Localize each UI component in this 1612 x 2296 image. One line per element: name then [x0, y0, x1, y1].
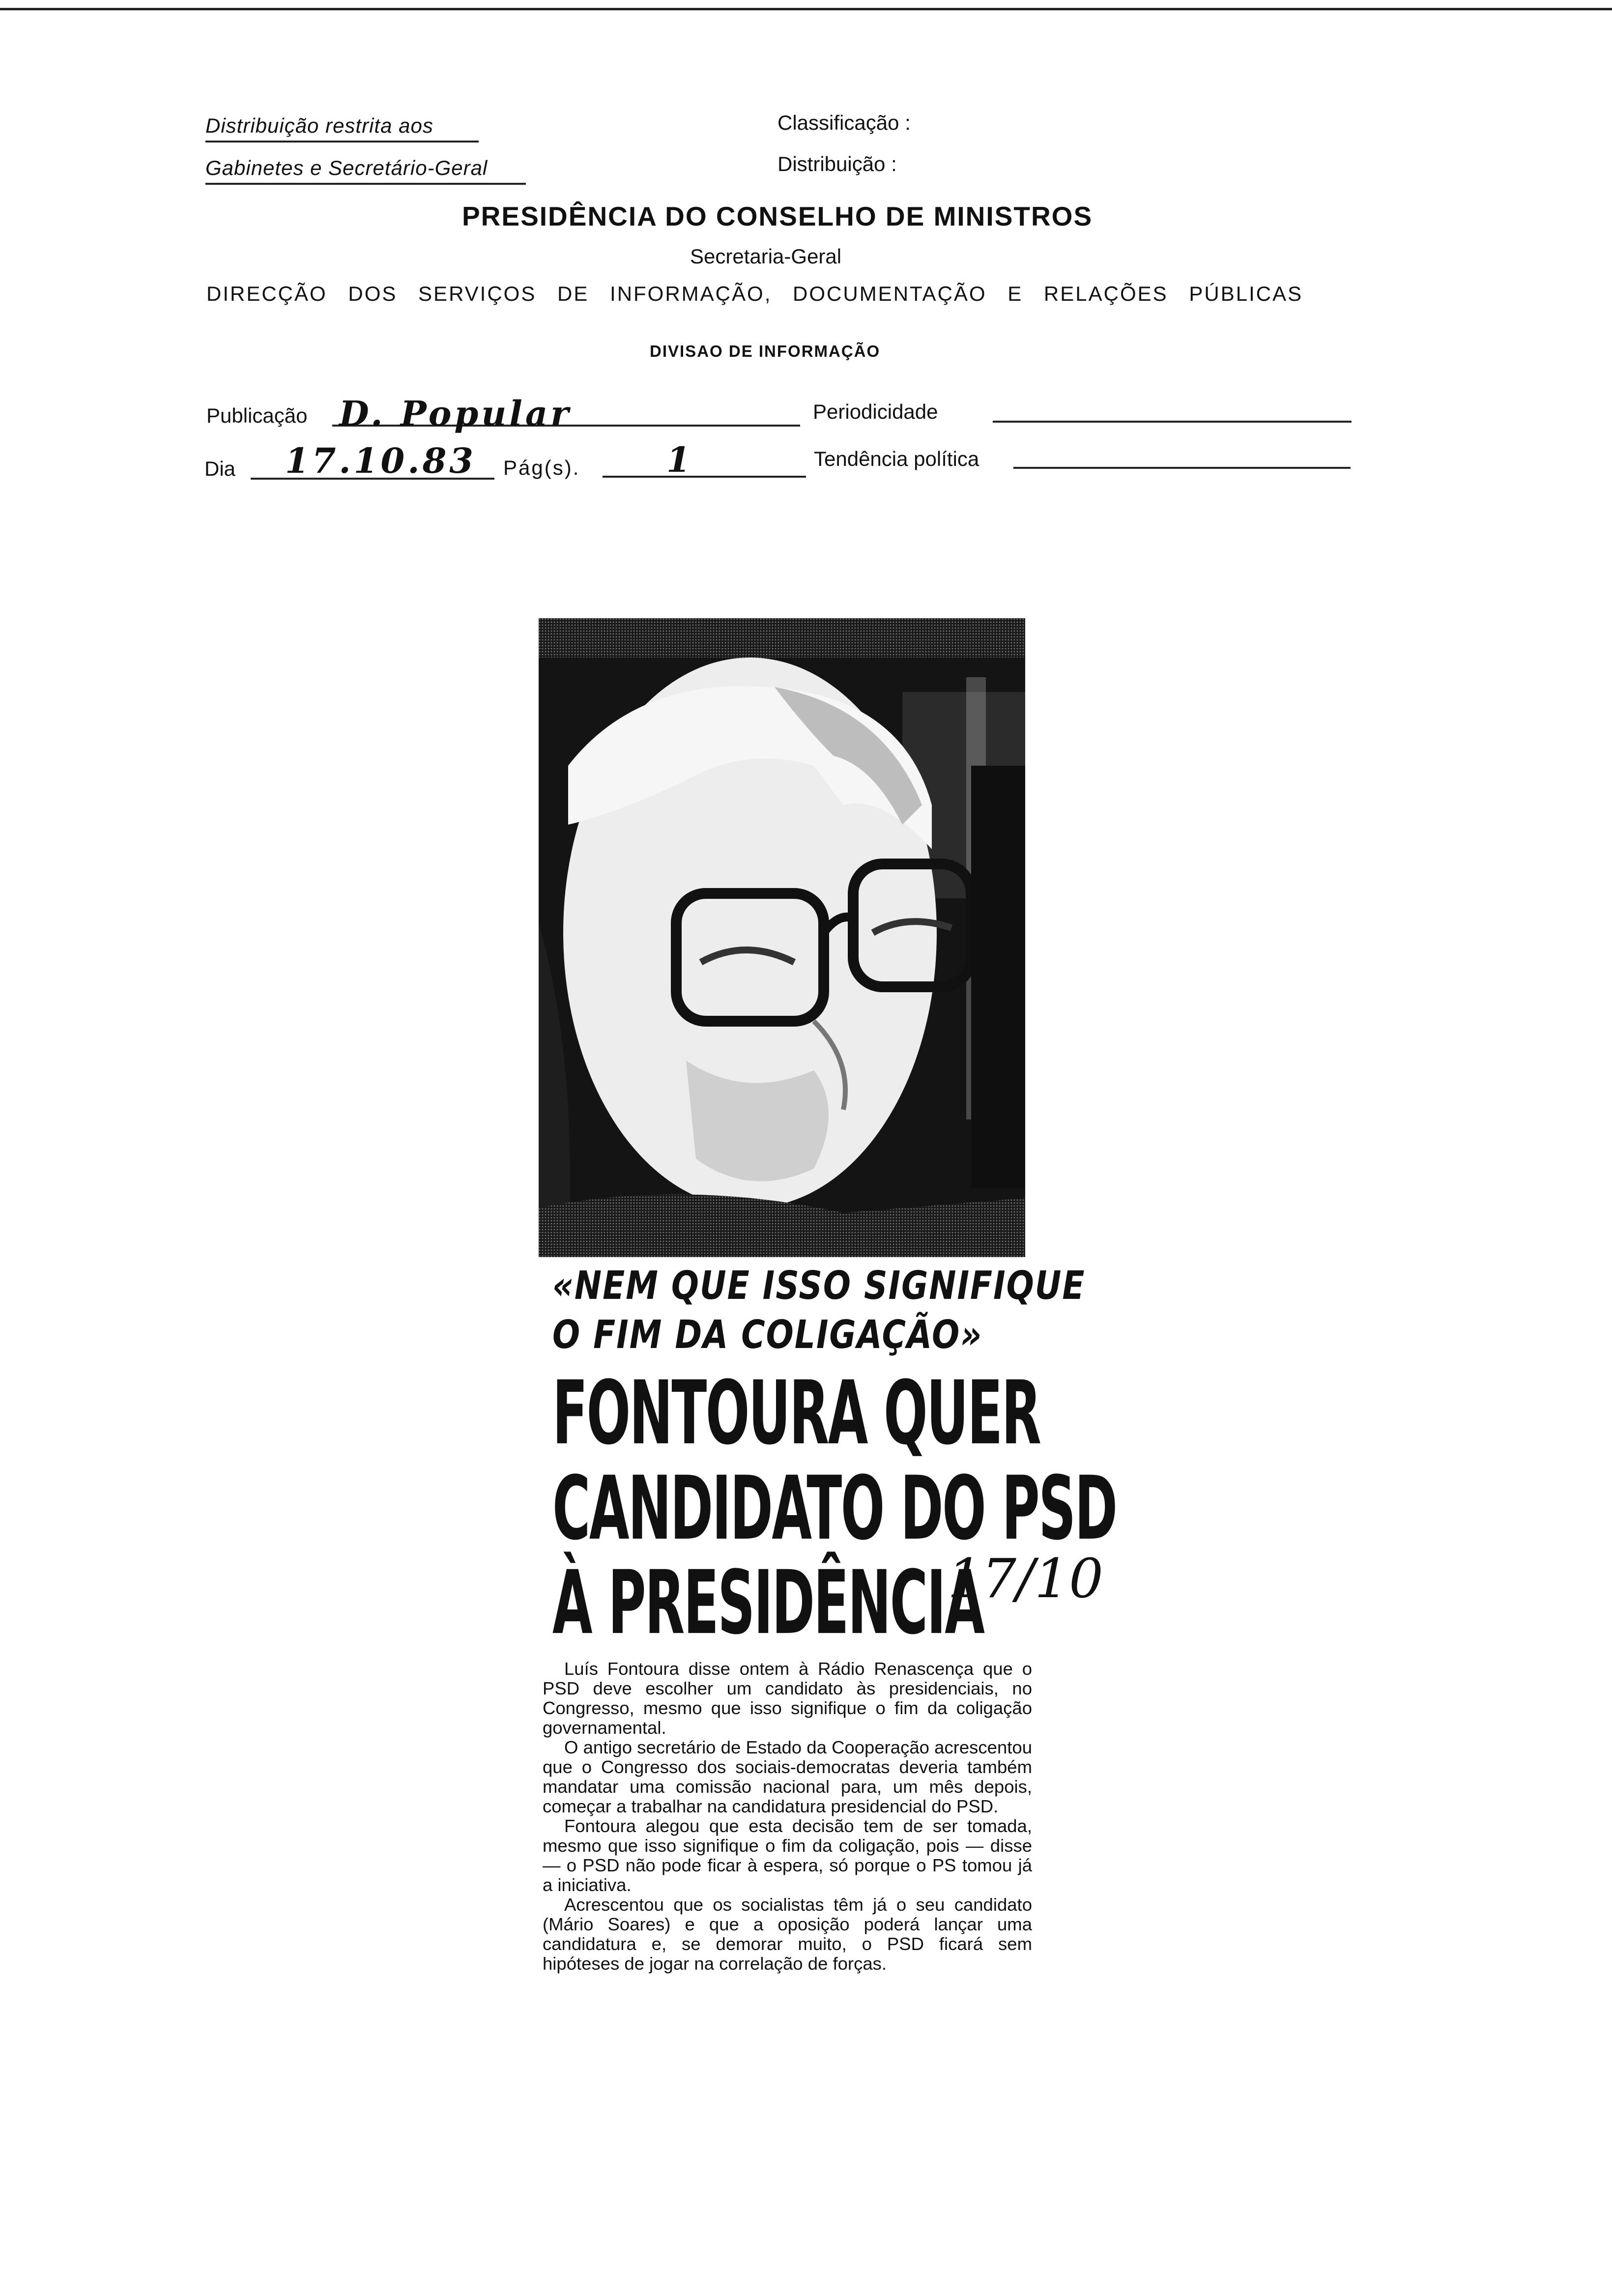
- pages-label: Pág(s).: [503, 456, 580, 479]
- headline-line3: À PRESIDÊNCIA: [552, 1552, 984, 1654]
- pages-handwritten-value: 1: [666, 439, 693, 480]
- political-tendency-field-line: [1013, 467, 1351, 469]
- directorate-heading: DIRECÇÃO DOS SERVIÇOS DE INFORMAÇÃO, DOCUMENTAÇÃO E RELAÇÕES PÚBLICAS: [206, 282, 1303, 305]
- distribution-restriction-line1: Distribuição restrita aos: [205, 114, 479, 143]
- publication-handwritten-value: D. Popular: [339, 393, 572, 434]
- article-body: [543, 1659, 1032, 1974]
- top-rule: [0, 8, 1612, 10]
- distribution-restriction-line2: Gabinetes e Secretário-Geral: [205, 156, 526, 185]
- headline-line1: FONTOURA QUER: [552, 1362, 1040, 1464]
- headline-kicker-line2: O FIM DA COLIGAÇÃO»: [552, 1312, 983, 1358]
- document-title: PRESIDÊNCIA DO CONSELHO DE MINISTROS: [462, 201, 1093, 231]
- headline-kicker-line1: «NEM QUE ISSO SIGNIFIQUE: [552, 1263, 1086, 1309]
- headline-line2: CANDIDATO DO PSD: [552, 1458, 1117, 1560]
- division-heading: DIVISAO DE INFORMAÇÃO: [650, 342, 881, 360]
- article-paragraph: O antigo secretário de Estado da Cooperação acrescentou que o Congresso dos sociais-democratas deveria também mandatar uma comissão nacional para, um mês depois, começar a trabalhar na candidatura presidencial do PSD.: [543, 1737, 1032, 1816]
- day-handwritten-value: 17.10.83: [285, 440, 476, 481]
- portrait-photo: [539, 618, 1025, 1257]
- periodicity-label: Periodicidade: [813, 400, 938, 423]
- pages-field-line: [603, 476, 806, 478]
- article-paragraph: Luís Fontoura disse ontem à Rádio Renascença que o PSD deve escolher um candidato às presidenciais, no Congresso, mesmo que isso signifique o fim da coligação governamental.: [543, 1659, 1032, 1738]
- article-paragraph: Acrescentou que os socialistas têm já o seu candidato (Mário Soares) e que a oposição poderá lançar uma candidatura e, se demorar muito, o PSD ficará sem hipóteses de jogar na correlação de forças.: [543, 1894, 1032, 1974]
- article-paragraph: Fontoura alegou que esta decisão tem de ser tomada, mesmo que isso signifique o fim da coligação, pois — disse — o PSD não pode ficar à espera, só porque o PS tomou já a iniciativa.: [543, 1816, 1032, 1895]
- publication-label: Publicação: [206, 404, 308, 427]
- classification-label: Classificação :: [777, 111, 911, 134]
- document-subtitle: Secretaria-Geral: [690, 245, 842, 268]
- periodicity-field-line: [993, 421, 1352, 423]
- handwritten-date-note: 17/10: [948, 1547, 1104, 1610]
- distribution-label: Distribuição :: [777, 152, 897, 175]
- day-label: Dia: [204, 457, 236, 480]
- political-tendency-label: Tendência política: [814, 447, 979, 470]
